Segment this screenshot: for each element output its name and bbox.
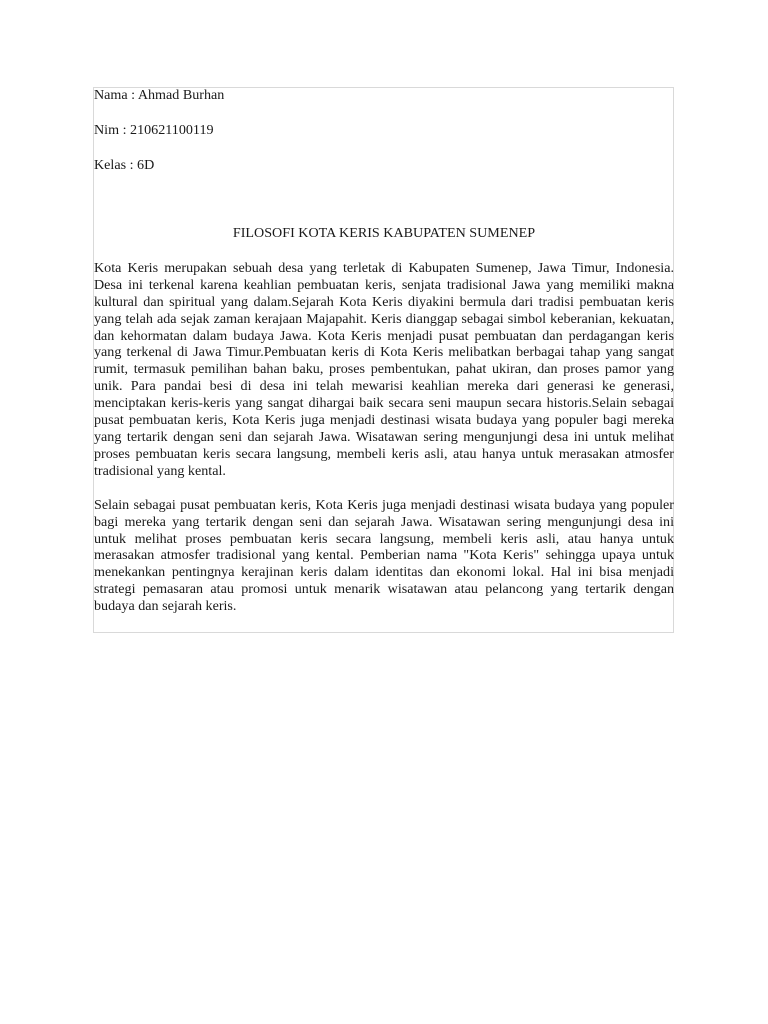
student-class: Kelas : 6D [94,157,155,173]
document-title: FILOSOFI KOTA KERIS KABUPATEN SUMENEP [232,225,536,241]
paragraph-1: Kota Keris merupakan sebuah desa yang terletak di Kabupaten Sumenep, Jawa Timur, Indonesia. Desa ini terkenal karena keahlian pembuatan keris, senjata tradisional Jawa yang memiliki makna kultural dan spiritual yang dalam.Sejarah Kota Keris diyakini bermula dari tradisi pembuatan keris yang telah ada sejak zaman kerajaan Majapahit. Keris dianggap sebagai simbol keberanian, kekuatan, dan kehormatan dalam budaya Jawa. Kota Keris menjadi pusat pembuatan dan perdagangan keris yang terkenal di Jawa Timur.Pembuatan keris di Kota Keris melibatkan berbagai tahap yang sangat rumit, termasuk pemilihan bahan baku, proses pembentukan, pahat ukiran, dan proses pamor yang unik. Para pandai besi di desa ini telah mewarisi keahlian mereka dari generasi ke generasi, menciptakan keris-keris yang sangat dihargai baik secara seni maupun secara historis.Selain sebagai pusat pembuatan keris, Kota Keris juga menjadi destinasi wisata budaya yang populer bagi mereka yang tertarik dengan seni dan sejarah Jawa. Wisatawan sering mengunjungi desa ini untuk melihat proses pembuatan keris secara langsung, membeli keris asli, atau hanya untuk merasakan atmosfer tradisional yang kental. [94,259,674,479]
student-nim: Nim : 210621100119 [94,122,214,138]
paragraph-2: Selain sebagai pusat pembuatan keris, Kota Keris juga menjadi destinasi wisata budaya yang populer bagi mereka yang tertarik dengan seni dan sejarah Jawa. Wisatawan sering mengunjungi desa ini untuk melihat proses pembuatan keris secara langsung, membeli keris asli, atau hanya untuk merasakan atmosfer tradisional yang kental. Pemberian nama "Kota Keris" sehingga upaya untuk menekankan pentingnya kerajinan keris dalam identitas dan ekonomi lokal. Hal ini bisa menjadi strategi pemasaran atau promosi untuk menarik wisatawan atau pelancong yang tertarik dengan budaya dan sejarah keris. [94,496,674,615]
document-body [94,87,674,615]
student-name: Nama : Ahmad Burhan [94,87,225,103]
